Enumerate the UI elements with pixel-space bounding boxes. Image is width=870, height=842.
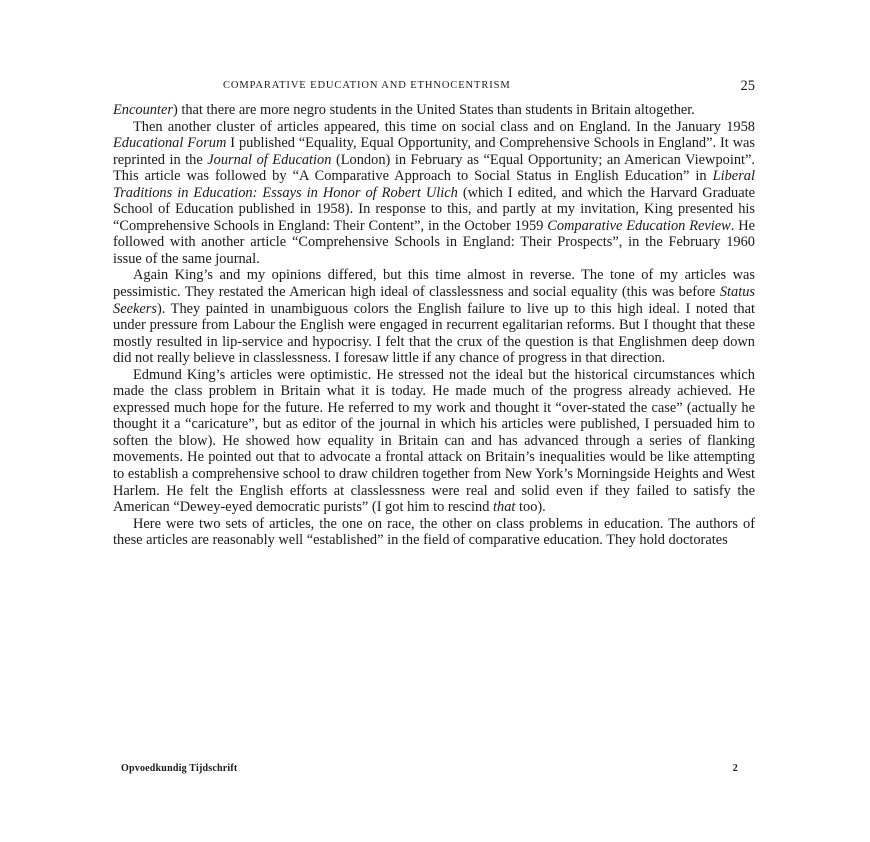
italic-title: Status Seekers: [113, 284, 755, 317]
body-text: [113, 102, 755, 549]
italic-title: Journal of Education: [207, 151, 332, 168]
page-number: 25: [740, 78, 755, 94]
paragraph: [113, 516, 755, 549]
italic-title: Liberal Traditions in Education: Essays in Honor of Robert Ulich: [113, 168, 755, 201]
page: [113, 78, 755, 778]
journal-name: Opvoedkundig Tijdschrift: [121, 763, 238, 774]
paragraph: [113, 119, 755, 268]
text-run: . He followed with another article “Comprehensive Schools in England: Their Prospects”, in the February 1960 issue of the same journal.: [113, 217, 755, 267]
running-title: COMPARATIVE EDUCATION AND ETHNOCENTRISM: [223, 80, 511, 91]
paragraph: [113, 102, 755, 119]
paragraph: [113, 367, 755, 516]
signature-mark: 2: [732, 763, 738, 774]
italic-title: Comparative Education Review: [547, 217, 731, 234]
text-run: Then another cluster of articles appeared, this time on social class and on England. In the January 1958: [133, 118, 755, 135]
italic-title: Encounter: [113, 102, 173, 118]
italic-title: that: [493, 499, 516, 516]
text-run: Here were two sets of articles, the one on race, the other on class problems in education. The authors of these articles are reasonably well “established” in the field of comparative education. They hold doctorates: [113, 515, 755, 549]
italic-title: Educational Forum: [113, 135, 227, 152]
running-head: [113, 78, 755, 102]
page-footer: [113, 763, 738, 779]
text-run: Edmund King’s articles were optimistic. He stressed not the ideal but the historical circumstances which made the class problem in Britain what it is today. He made much of the progress already achieved. He expressed much hope for the future. He referred to my work and thought it “over-stated the case” (actually he thought it a “caricature”, but as editor of the journal in which his articles were published, I persuaded him to soften the blow). He showed how equality in Britain can and has advanced through a series of flanking movements. He pointed out that to advocate a frontal attack on Britain’s inequalities would be like attempting to establish a comprehensive school to draw children together from New York’s Morningside Heights and West Harlem. He felt the English efforts at classlessness were real and solid even if they failed to satisfy the American “Dewey-eyed democratic purists” (I got him to rescind: [113, 366, 755, 516]
text-run: (London) in February as “Equal Opportunity; an American Viewpoint”. This article was followed by “A Comparative Approach to Social Status in English Education” in: [113, 151, 755, 185]
text-run: ) that there are more negro students in the United States than students in Britain altogether.: [172, 102, 695, 118]
text-run: ). They painted in unambiguous colors the English failure to live up to this high ideal. I noted that under pressure from Labour the English were engaged in recurrent egalitarian reforms. But I thought that these mostly resulted in lip-service and hypocrisy. I felt that the crux of the question is that Englishmen deep down did not really believe in classlessness. I foresaw little if any chance of progress in that direction.: [113, 300, 755, 367]
text-run: I published “Equality, Equal Opportunity, and Comprehensive Schools in England”. It was reprinted in the: [113, 135, 755, 168]
paragraph: [113, 267, 755, 366]
text-run: (which I edited, and which the Harvard Graduate School of Education published in 1958). In response to this, and partly at my invitation, King presented his “Comprehensive Schools in England: Their Content”, in the October 1959: [113, 184, 755, 234]
text-run: too).: [515, 499, 546, 516]
text-run: Again King’s and my opinions differed, but this time almost in reverse. The tone of my articles was pessimistic. They restated the American high ideal of classlessness and social equality (this was before: [113, 267, 755, 301]
